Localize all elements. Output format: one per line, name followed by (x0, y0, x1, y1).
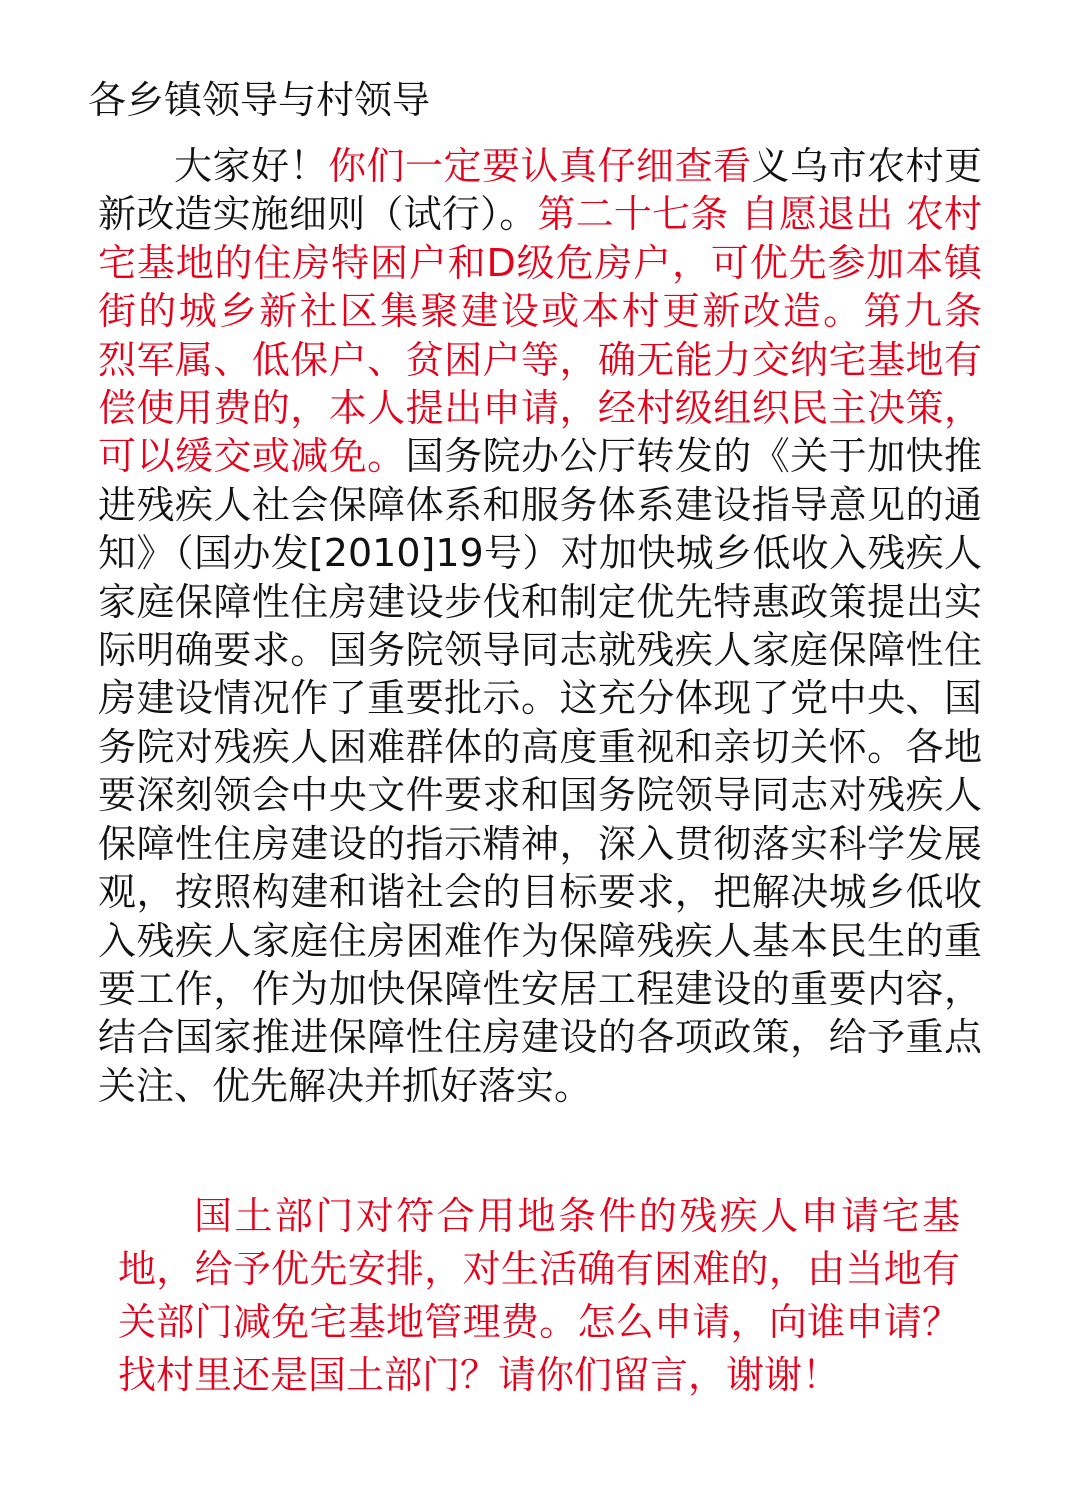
state-council-text: 国务院办公厅转发的《关于加快推进残疾人社会保障体系和服务体系建设指导意见的通知》（国办发[2010]19号）对加快城乡低收入残疾人家庭保障性住房建设步伐和制定优先特惠政策提出实际明确要求。国务院领导同志就残疾人家庭保障性住房建设情况作了重要批示。这充分体现了党中央、国务院对残疾人困难群体的高度重视和亲切关怀。各地要深刻领会中央文件要求和国务院领导同志对残疾人保障性住房建设的指示精神，深入贯彻落实科学发展观，按照构建和谐社会的目标要求，把解决城乡低收入残疾人家庭住房困难作为保障残疾人基本民生的重要工作，作为加快保障性安居工程建设的重要内容，结合国家推进保障性住房建设的各项政策，给予重点关注、优先解决并抓好落实。 (98, 434, 982, 1108)
greeting-line: 各乡镇领导与村领导 (88, 78, 431, 122)
article-9-text: 第九条 烈军属、低保户、贫困户等，确无能力交纳宅基地有偿使用费的，本人提出申请，经村级组织民主决策，可以缓交或减免。 (98, 289, 982, 479)
document-name: 义乌市农村更新改造实施细则（试行）。 (98, 144, 982, 237)
plea-text: 你们一定要认真仔细查看 (328, 144, 752, 188)
hello-text: 大家好！ (174, 144, 328, 188)
closing-paragraph: 国土部门对符合用地条件的残疾人申请宅基地，给予优先安排，对生活确有困难的，由当地有关部门减免宅基地管理费。怎么申请，向谁申请？找村里还是国土部门？请你们留言，谢谢！ (118, 1194, 960, 1397)
article-27-text: 第二十七条 自愿退出 农村宅基地的住房特困户和D级危房户，可优先参加本镇街的城乡新社区集聚建设或本村更新改造。 (98, 192, 982, 334)
main-paragraph (98, 142, 982, 1110)
